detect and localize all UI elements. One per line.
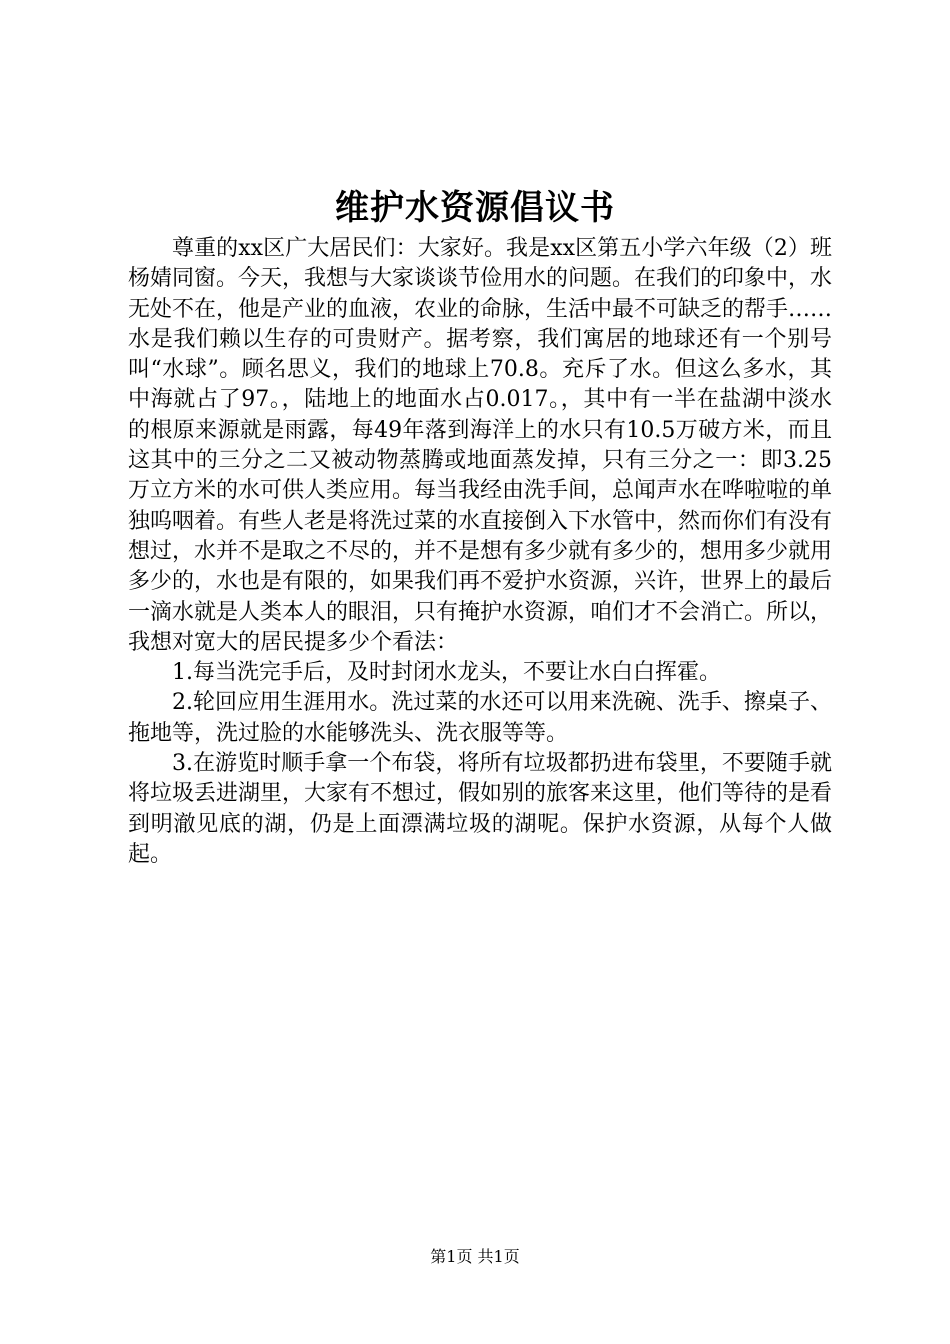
paragraph-suggestion-1: 1.每当洗完手后，及时封闭水龙头，不要让水白白挥霍。 [172,660,721,686]
paragraph-intro: 尊重的xx区广大居民们：大家好。我是xx区第五小学六年级（2）班杨婧同窗。今天，我想与大家谈谈节俭用水的问题。在我们的印象中，水无处不在，他是产业的血液，农业的命脉，生活中最不可缺乏的帮手……水是我们赖以生存的可贵财产。据考察，我们寓居的地球还有一个别号叫“水球”。顾名思义，我们的地球上70.8。充斥了水。但这么多水，其中海就占了97。，陆地上的地面水占0.017。，其中有一半在盐湖中淡水的根原来源就是雨露，每49年落到海洋上的水只有10.5万破方米，而且这其中的三分之二又被动物蒸腾或地面蒸发掉，只有三分之一：即3.25万立方米的水可供人类应用。每当我经由洗手间，总闻声水在哗啦啦的单独呜咽着。有些人老是将洗过菜的水直接倒入下水管中，然而你们有没有想过，水并不是取之不尽的，并不是想有多少就有多少的，想用多少就用多少的，水也是有限的，如果我们再不爱护水资源，兴许，世界上的最后一滴水就是人类本人的眼泪，只有掩护水资源，咱们才不会消亡。所以，我想对宽大的居民提多少个看法： [128,236,833,655]
document-title: 维护水资源倡议书 [335,188,615,228]
paragraph-suggestion-3: 3.在游览时顺手拿一个布袋，将所有垃圾都扔进布袋里，不要随手就将垃圾丢进湖里，大家有不想过，假如别的旅客来这里，他们等待的是看到明澈见底的湖，仍是上面漂满垃圾的湖呢。保护水资源，从每个人做起。 [128,751,833,867]
paragraph-suggestion-2: 2.轮回应用生涯用水。洗过菜的水还可以用来洗碗、洗手、擦桌子、拖地等，洗过脸的水能够洗头、洗衣服等等。 [128,690,832,746]
page-number-footer: 第1页 共1页 [430,1247,520,1266]
document-body [128,234,832,870]
